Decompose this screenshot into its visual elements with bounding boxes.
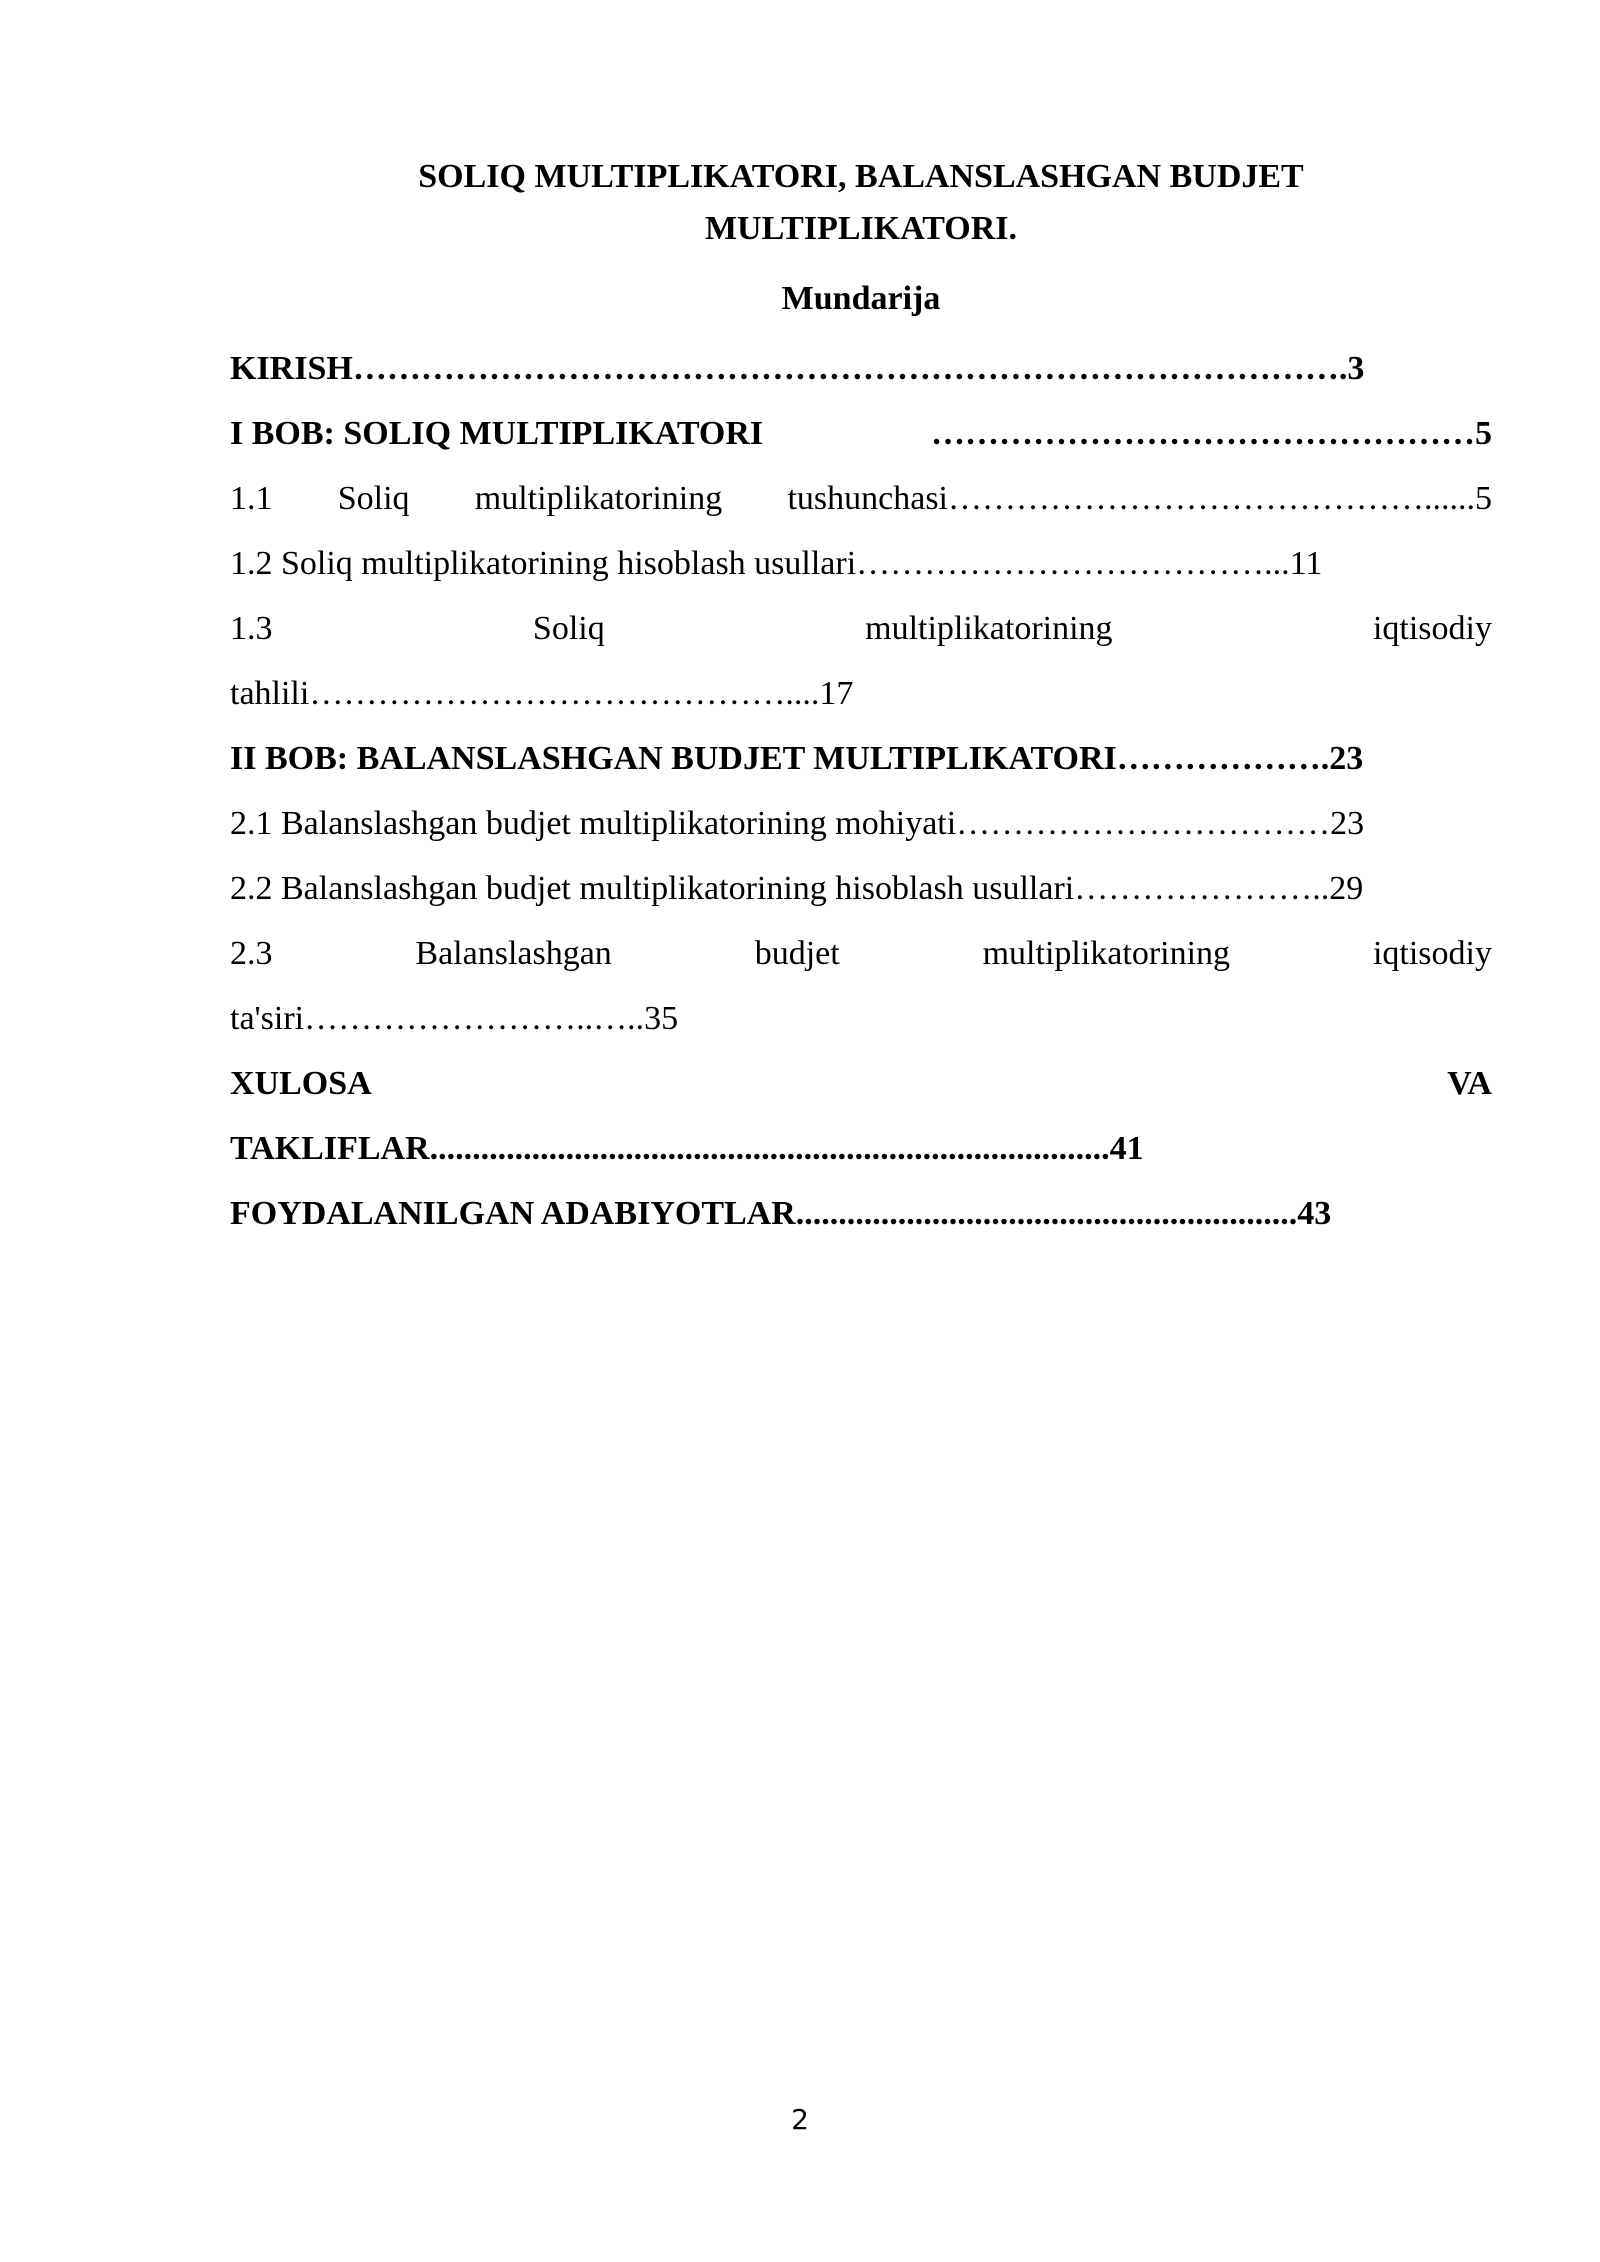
toc-entry-1-1-word: 1.1 <box>230 482 273 516</box>
toc-entry-xulosa-word: VA <box>1447 1067 1492 1101</box>
toc-entry-xulosa <box>230 1067 1492 1101</box>
toc-entry-2-2: 2.2 Balanslashgan budjet multiplikatorining hisoblash usullari…………………..29 <box>230 872 1364 906</box>
toc-entry-2-3-word: multiplikatorining <box>982 937 1231 971</box>
toc-entry-1-3-word: iqtisodiy <box>1372 612 1492 646</box>
toc-entry-2-3 <box>230 937 1492 971</box>
toc-entry-1-1-word: Soliq <box>337 482 410 516</box>
toc-entry-2-3-word: 2.3 <box>230 937 273 971</box>
toc-entry-bob-1-leader: …………………………………………5 <box>931 417 1492 451</box>
toc-entry-1-3 <box>230 612 1492 646</box>
toc-entry-2-1: 2.1 Balanslashgan budjet multiplikatorining mohiyati……………………………23 <box>230 807 1365 841</box>
document-title-line-2: MULTIPLIKATORI. <box>704 210 1018 247</box>
toc-entry-1-3-word: 1.3 <box>230 612 273 646</box>
toc-entry-1-1 <box>230 482 1492 516</box>
toc-entry-2-3-word: budjet <box>754 937 840 971</box>
toc-entry-1-3-continuation: tahlili……………………………………....17 <box>230 677 854 711</box>
toc-entry-bob-2: II BOB: BALANSLASHGAN BUDJET MULTIPLIKATORI……………….23 <box>230 742 1364 776</box>
toc-entry-1-1-word: multiplikatorining <box>474 482 723 516</box>
toc-entry-1-3-word: Soliq <box>532 612 605 646</box>
toc-entry-xulosa-word: XULOSA <box>230 1067 372 1101</box>
toc-entry-bob-1 <box>230 417 1492 451</box>
toc-entry-1-2: 1.2 Soliq multiplikatorining hisoblash usullari………………………………...11 <box>230 547 1323 581</box>
toc-entry-kirish: KIRISH…………………………………………………………………………….3 <box>230 352 1365 386</box>
page-number: 2 <box>791 2103 809 2136</box>
toc-entry-bob-1-title: I BOB: SOLIQ MULTIPLIKATORI <box>230 417 764 451</box>
toc-entry-2-3-word: iqtisodiy <box>1372 937 1492 971</box>
toc-entry-1-3-word: multiplikatorining <box>865 612 1113 646</box>
toc-entry-1-1-word: tushunchasi……………………………………......5 <box>787 482 1492 516</box>
toc-entry-2-3-word: Balanslashgan <box>415 937 612 971</box>
toc-entry-xulosa-continuation: TAKLIFLAR................................................................................41 <box>230 1132 1144 1166</box>
toc-heading: Mundarija <box>781 280 941 317</box>
toc-entry-adabiyotlar: FOYDALANILGAN ADABIYOTLAR...........................................................43 <box>230 1197 1332 1231</box>
toc-entry-2-3-continuation: ta'siri……………………..…..35 <box>230 1002 679 1036</box>
document-title-line-1: SOLIQ MULTIPLIKATORI, BALANSLASHGAN BUDJET <box>418 158 1304 195</box>
